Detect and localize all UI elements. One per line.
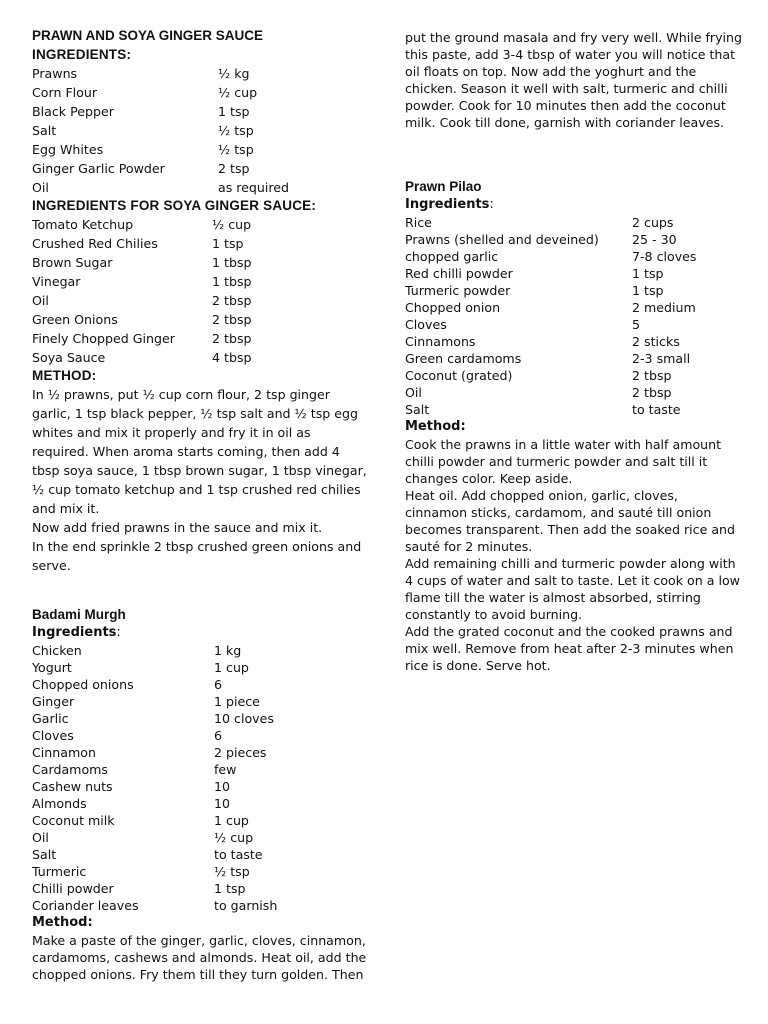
ingredient-row bbox=[405, 248, 696, 265]
ingredient-name: Turmeric powder bbox=[405, 283, 511, 298]
ingredient-name: Soya Sauce bbox=[32, 350, 106, 365]
ingredient-qty: 2 sticks bbox=[632, 334, 680, 349]
ingredient-qty: ½ cup bbox=[212, 217, 252, 232]
ingredient-name: Chilli powder bbox=[32, 881, 114, 896]
ingredient-qty: ½ kg bbox=[218, 66, 250, 81]
ingredient-qty: 4 tbsp bbox=[212, 350, 252, 365]
method-paragraph: Heat oil. Add chopped onion, garlic, cloves, cinnamon sticks, cardamom, and sauté till onion becomes transparent. Then add the soaked rice and sauté for 2 minutes. bbox=[405, 488, 736, 554]
method-paragraph: In the end sprinkle 2 tbsp crushed green onions and serve. bbox=[32, 539, 362, 573]
method-heading: METHOD: bbox=[32, 368, 97, 383]
ingredient-qty: 2-3 small bbox=[632, 351, 691, 366]
ingredients-heading bbox=[32, 624, 370, 642]
ingredient-row bbox=[32, 178, 289, 197]
ingredient-name: chopped garlic bbox=[405, 249, 499, 264]
ingredient-name: Coconut milk bbox=[32, 813, 115, 828]
ingredient-qty: 2 tbsp bbox=[212, 312, 252, 327]
ingredient-row bbox=[32, 778, 277, 795]
ingredient-qty: few bbox=[214, 762, 237, 777]
ingredient-row bbox=[32, 310, 252, 329]
ingredient-row bbox=[32, 83, 289, 102]
ingredient-row bbox=[32, 102, 289, 121]
ingredient-qty: 1 kg bbox=[214, 643, 242, 658]
ingredient-name: Brown Sugar bbox=[32, 255, 113, 270]
ingredient-qty: 1 cup bbox=[214, 660, 249, 675]
ingredient-qty: 2 medium bbox=[632, 300, 696, 315]
ingredient-qty: 1 tsp bbox=[632, 283, 664, 298]
ingredient-qty: ½ tsp bbox=[218, 123, 254, 138]
ingredient-name: Chopped onion bbox=[405, 300, 501, 315]
ingredient-qty: 5 bbox=[632, 317, 641, 332]
ingredient-qty: 6 bbox=[214, 677, 223, 692]
ingredient-row bbox=[32, 727, 277, 744]
recipe-title: PRAWN AND SOYA GINGER SAUCE bbox=[32, 28, 264, 43]
ingredient-row bbox=[32, 291, 252, 310]
ingredient-qty: 2 tbsp bbox=[632, 368, 672, 383]
ingredient-row bbox=[32, 761, 277, 778]
ingredient-name: Oil bbox=[405, 385, 422, 400]
ingredient-row bbox=[405, 350, 696, 367]
ingredient-row bbox=[405, 299, 696, 316]
ingredient-qty: 1 tsp bbox=[632, 266, 664, 281]
ingredient-row bbox=[32, 863, 277, 880]
ingredient-row bbox=[32, 795, 277, 812]
ingredients-table bbox=[405, 214, 696, 418]
sauce-ingredients-table bbox=[32, 215, 252, 367]
recipe-title: Prawn Pilao bbox=[405, 179, 482, 194]
ingredient-name: Salt bbox=[32, 847, 57, 862]
ingredients-heading-colon: : bbox=[489, 197, 494, 212]
method-paragraph: In ½ prawns, put ½ cup corn flour, 2 tsp ginger garlic, 1 tsp black pepper, ½ tsp salt and ½ tsp egg whites and mix it properly and fry it in oil as required. When aroma starts coming, then add 4 tbsp soya sauce, 1 tbsp brown sugar, 1 tbsp vinegar, ½ cup tomato ketchup and 1 tsp crushed red chilies and mix it. bbox=[32, 387, 367, 516]
ingredient-name: Cashew nuts bbox=[32, 779, 113, 794]
ingredient-row bbox=[405, 214, 696, 231]
ingredient-row bbox=[405, 333, 696, 350]
ingredient-row bbox=[32, 812, 277, 829]
ingredient-name: Cinnamon bbox=[32, 745, 96, 760]
ingredient-row bbox=[32, 642, 277, 659]
ingredients-heading: INGREDIENTS: bbox=[32, 47, 132, 62]
ingredient-qty: 1 tbsp bbox=[212, 255, 252, 270]
ingredient-qty: ½ tsp bbox=[214, 864, 250, 879]
ingredient-row bbox=[32, 897, 277, 914]
ingredient-name: Cloves bbox=[32, 728, 74, 743]
ingredient-qty: 1 tbsp bbox=[212, 274, 252, 289]
ingredient-name: Chicken bbox=[32, 643, 82, 658]
ingredient-row bbox=[405, 367, 696, 384]
ingredient-name: Chopped onions bbox=[32, 677, 134, 692]
ingredient-qty: 2 tsp bbox=[218, 161, 250, 176]
ingredient-name: Vinegar bbox=[32, 274, 81, 289]
ingredient-name: Red chilli powder bbox=[405, 266, 513, 281]
ingredient-qty: 2 pieces bbox=[214, 745, 267, 760]
ingredient-qty: to taste bbox=[214, 847, 263, 862]
ingredient-row bbox=[32, 159, 289, 178]
ingredient-name: Black Pepper bbox=[32, 104, 114, 119]
ingredients-table bbox=[32, 64, 289, 197]
ingredient-row bbox=[32, 215, 252, 234]
ingredient-name: Salt bbox=[405, 402, 430, 417]
ingredient-qty: ½ cup bbox=[214, 830, 254, 845]
ingredient-name: Almonds bbox=[32, 796, 87, 811]
method-text bbox=[32, 385, 370, 575]
ingredient-row bbox=[32, 348, 252, 367]
method-heading: Method: bbox=[32, 915, 93, 930]
recipe-badami-murgh-continued bbox=[405, 29, 743, 131]
method-paragraph: Add remaining chilli and turmeric powder along with 4 cups of water and salt to taste. Let it cook on a low flame till the water is almost absorbed, stirring constantly to avoid burning. bbox=[405, 556, 740, 622]
ingredient-name: Coconut (grated) bbox=[405, 368, 513, 383]
ingredient-qty: 25 - 30 bbox=[632, 232, 677, 247]
ingredient-name: Ginger Garlic Powder bbox=[32, 161, 165, 176]
ingredient-name: Finely Chopped Ginger bbox=[32, 331, 175, 346]
ingredient-qty: 6 bbox=[214, 728, 223, 743]
recipe-prawn-soya bbox=[32, 27, 370, 575]
method-paragraph: put the ground masala and fry very well. While frying this paste, add 3-4 tbsp of water you will notice that oil floats on top. Now add the yoghurt and the chicken. Season it well with salt, turmeric and chilli powder. Cook for 10 minutes then add the coconut milk. Cook till done, garnish with coriander leaves. bbox=[405, 30, 743, 130]
ingredient-row bbox=[32, 846, 277, 863]
method-paragraph: Now add fried prawns in the sauce and mix it. bbox=[32, 520, 323, 535]
recipe-prawn-pilao bbox=[405, 178, 743, 674]
ingredient-qty: 10 bbox=[214, 779, 231, 794]
ingredient-row bbox=[32, 272, 252, 291]
ingredient-name: Prawns bbox=[32, 66, 78, 81]
ingredient-name: Cloves bbox=[405, 317, 447, 332]
ingredient-name: Prawns (shelled and deveined) bbox=[405, 232, 599, 247]
ingredient-row bbox=[32, 829, 277, 846]
method-paragraph: Cook the prawns in a little water with half amount chilli powder and turmeric powder and salt till it changes color. Keep aside. bbox=[405, 437, 722, 486]
ingredient-name: Crushed Red Chilies bbox=[32, 236, 158, 251]
sauce-ingredients-heading: INGREDIENTS FOR SOYA GINGER SAUCE: bbox=[32, 198, 317, 213]
recipe-badami-murgh bbox=[32, 606, 370, 983]
ingredient-name: Oil bbox=[32, 293, 49, 308]
method-text bbox=[405, 436, 743, 674]
ingredient-qty: 10 bbox=[214, 796, 231, 811]
ingredient-name: Green cardamoms bbox=[405, 351, 522, 366]
ingredients-heading-text: Ingredients bbox=[405, 197, 490, 212]
ingredient-qty: 2 cups bbox=[632, 215, 674, 230]
ingredient-qty: 1 piece bbox=[214, 694, 260, 709]
ingredient-name: Tomato Ketchup bbox=[32, 217, 134, 232]
ingredient-name: Oil bbox=[32, 180, 49, 195]
ingredient-name: Ginger bbox=[32, 694, 75, 709]
ingredient-qty: to taste bbox=[632, 402, 681, 417]
ingredient-name: Oil bbox=[32, 830, 49, 845]
ingredient-row bbox=[405, 401, 696, 418]
ingredient-name: Green Onions bbox=[32, 312, 118, 327]
method-heading: Method: bbox=[405, 419, 466, 434]
ingredients-heading bbox=[405, 196, 743, 214]
ingredient-row bbox=[32, 121, 289, 140]
ingredient-row bbox=[32, 329, 252, 348]
ingredient-qty: 2 tbsp bbox=[632, 385, 672, 400]
ingredient-name: Garlic bbox=[32, 711, 69, 726]
ingredient-qty: 7-8 cloves bbox=[632, 249, 697, 264]
ingredient-row bbox=[32, 659, 277, 676]
ingredient-qty: to garnish bbox=[214, 898, 278, 913]
ingredients-table bbox=[32, 642, 277, 914]
method-paragraph: Add the grated coconut and the cooked prawns and mix well. Remove from heat after 2-3 minutes when rice is done. Serve hot. bbox=[405, 624, 734, 673]
ingredient-row bbox=[32, 880, 277, 897]
ingredient-row bbox=[32, 140, 289, 159]
ingredient-name: Cardamoms bbox=[32, 762, 108, 777]
method-paragraph: Make a paste of the ginger, garlic, cloves, cinnamon, cardamoms, cashews and almonds. Heat oil, add the chopped onions. Fry them till they turn golden. Then bbox=[32, 933, 367, 982]
ingredient-qty: 1 tsp bbox=[214, 881, 246, 896]
ingredient-name: Salt bbox=[32, 123, 57, 138]
ingredient-row bbox=[405, 231, 696, 248]
ingredient-name: Coriander leaves bbox=[32, 898, 139, 913]
ingredient-name: Cinnamons bbox=[405, 334, 476, 349]
ingredient-row bbox=[405, 316, 696, 333]
ingredient-name: Turmeric bbox=[32, 864, 87, 879]
ingredient-qty: as required bbox=[218, 180, 290, 195]
ingredient-row bbox=[32, 710, 277, 727]
ingredient-qty: ½ cup bbox=[218, 85, 258, 100]
ingredients-heading-colon: : bbox=[116, 625, 121, 640]
ingredient-qty: 2 tbsp bbox=[212, 331, 252, 346]
ingredient-qty: 1 tsp bbox=[212, 236, 244, 251]
ingredient-row bbox=[405, 282, 696, 299]
ingredient-qty: 10 cloves bbox=[214, 711, 274, 726]
ingredient-row bbox=[32, 676, 277, 693]
ingredient-qty: ½ tsp bbox=[218, 142, 254, 157]
ingredient-name: Egg Whites bbox=[32, 142, 104, 157]
ingredient-row bbox=[32, 234, 252, 253]
ingredient-row bbox=[32, 744, 277, 761]
ingredient-qty: 1 cup bbox=[214, 813, 249, 828]
ingredient-name: Yogurt bbox=[32, 660, 72, 675]
ingredient-qty: 2 tbsp bbox=[212, 293, 252, 308]
ingredient-row bbox=[32, 64, 289, 83]
ingredients-heading-text: Ingredients bbox=[32, 625, 117, 640]
ingredient-name: Rice bbox=[405, 215, 432, 230]
recipe-title: Badami Murgh bbox=[32, 607, 126, 622]
ingredient-row bbox=[405, 265, 696, 282]
ingredient-name: Corn Flour bbox=[32, 85, 98, 100]
ingredient-qty: 1 tsp bbox=[218, 104, 250, 119]
ingredient-row bbox=[32, 693, 277, 710]
ingredient-row bbox=[32, 253, 252, 272]
ingredient-row bbox=[405, 384, 696, 401]
